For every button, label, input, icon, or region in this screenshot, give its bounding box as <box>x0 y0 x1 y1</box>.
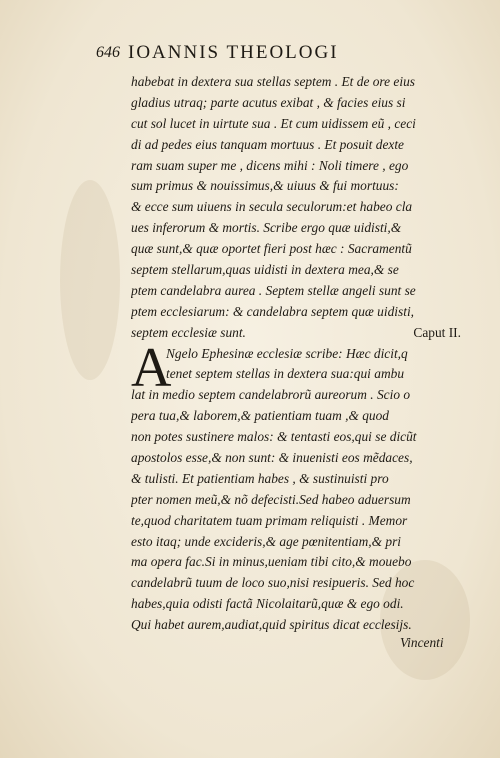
drop-cap: A <box>131 337 172 399</box>
chapter-heading-row <box>131 323 467 344</box>
text-line: lat in medio septem candelabrorũ aureorum . Scio o <box>131 387 411 403</box>
text-line: habebat in dextera sua stellas septem . Et de ore eius <box>131 74 416 89</box>
text-line: candelabrũ tuum de loco suo,nisi resipueris. Sed hoc <box>131 575 415 591</box>
paper-stain <box>60 180 120 380</box>
text-line: septem stellarum,quas uidisti in dextera mea,& se <box>131 262 399 278</box>
text-line: Qui habet aurem,audiat,quid spiritus dicat ecclesijs. <box>131 617 412 633</box>
text-line: ptem ecclesiarum: & candelabra septem quæ uidisti, <box>131 303 415 319</box>
text-line: ues inferorum & mortis. Scribe ergo quæ uidisti,& <box>131 220 402 236</box>
text-line: ptem candelabra aurea . Septem stellæ angeli sunt se <box>131 282 416 298</box>
text-line: te,quod charitatem tuam primam reliquisti . Memor <box>131 512 408 528</box>
catchword: Vincenti <box>400 635 444 650</box>
text-line: ma opera fac.Si in minus,ueniam tibi cito,& mouebo <box>131 554 412 570</box>
chapter-heading: Caput II. <box>413 324 461 340</box>
text-line: ram suam super me , dicens mihi : Noli timere , ego <box>131 157 409 173</box>
text-line: pter nomen meũ,& nõ defecisti.Sed habeo aduersum <box>131 491 411 507</box>
page-number: 646 <box>96 44 120 61</box>
text-line: & ecce sum uiuens in secula seculorum:et habeo cla <box>131 199 413 215</box>
text-line: sum primus & nouissimus,& uiuus & fui mortuus: <box>131 178 399 194</box>
text-line: non potes sustinere malos: & tentasti eos,qui se dicũt <box>131 429 417 445</box>
text-line: quæ sunt,& quæ oportet fieri post hæc : Sacramentũ <box>131 241 412 257</box>
running-head: IOANNIS THEOLOGI <box>128 42 339 63</box>
text-line: habes,quia odisti factã Nicolaitarũ,quæ & ego odi. <box>131 596 404 612</box>
text-line: cut sol lucet in uirtute sua . Et cum uidissem eũ , ceci <box>131 115 416 131</box>
text-line: gladius utraq; parte acutus exibat , & facies eius si <box>131 94 406 110</box>
main-text <box>131 72 467 636</box>
text-line: apostolos esse,& non sunt: & inuenisti eos mẽdaces, <box>131 450 413 466</box>
text-line: septem ecclesiæ sunt. <box>131 324 246 340</box>
text-line: pera tua,& laborem,& patientiam tuam ,& quod <box>131 408 390 424</box>
text-line: tenet septem stellas in dextera sua:qui ambu <box>166 366 405 382</box>
text-line: Ngelo Ephesinæ ecclesiæ scribe: Hæc dicit,q <box>166 345 408 361</box>
text-line: & tulisti. Et patientiam habes , & sustinuisti pro <box>131 470 389 486</box>
text-line: esto itaq; unde excideris,& age pœnitentiam,& pri <box>131 533 402 549</box>
text-line: di ad pedes eius tanquam mortuus . Et posuit dexte <box>131 136 404 152</box>
